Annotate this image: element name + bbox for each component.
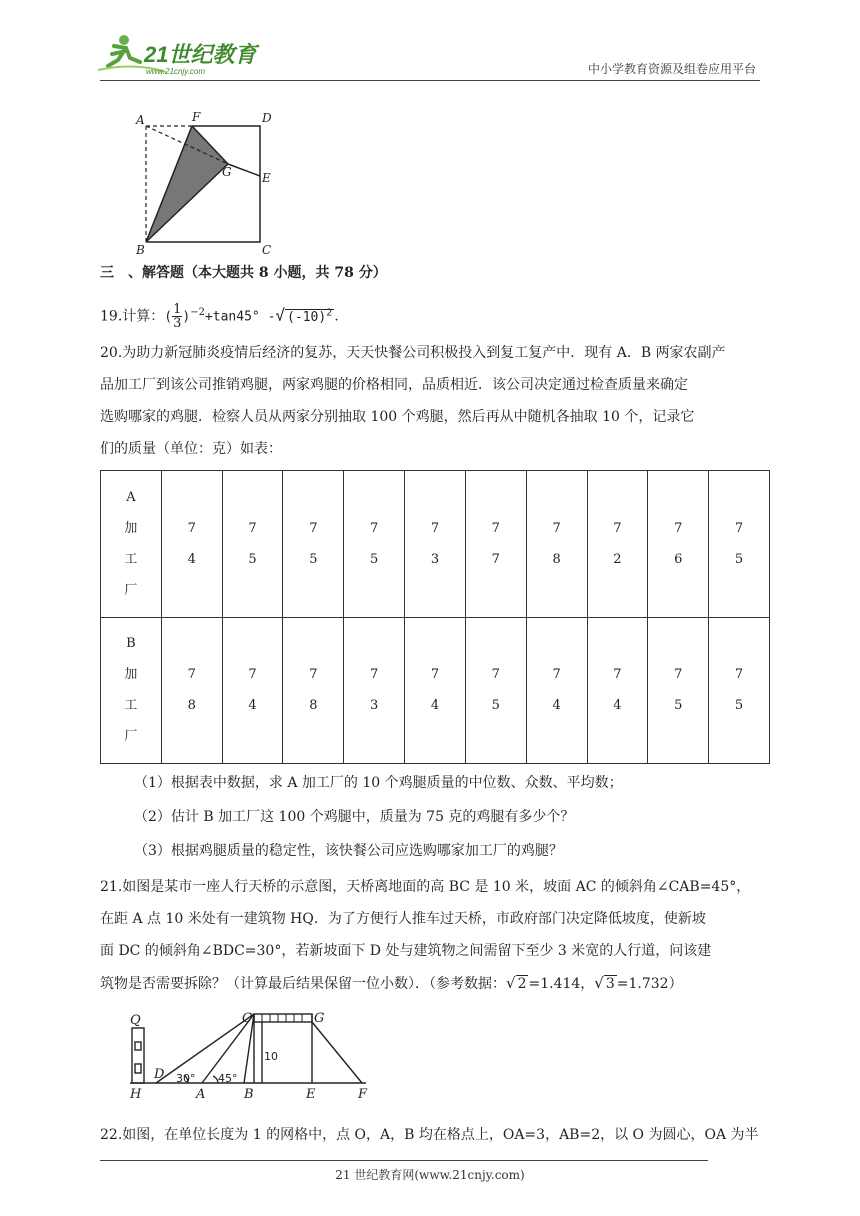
table-cell: 7 4 [405,617,466,764]
table-cell: 7 5 [709,471,770,618]
q21-line-4: 筑物是否需要拆除？（计算最后结果保留一位小数）．（参考数据：√ 2 =1.414，√ 3 =1.732） [100,974,683,992]
label-Q: Q [130,1013,141,1028]
table-cell: 7 3 [344,617,405,764]
label-C: C [242,1011,252,1026]
footer-divider [100,1160,708,1161]
row-label: B 加 工 厂 [101,617,162,764]
label-E: E [262,171,271,185]
table-cell: 7 5 [709,617,770,764]
q19-prefix: 19.计算： [100,308,165,325]
table-cell: 7 6 [648,471,709,618]
q20-line-2: 品加工厂到该公司推销鸡腿，两家鸡腿的价格相同，品质相近．该公司决定通过检查质量来确定 [100,377,688,393]
table-cell: 7 5 [344,471,405,618]
label-A: A [196,1087,206,1102]
row-label: A 加 工 厂 [101,471,162,618]
data-table [100,470,770,764]
table-cell: 7 5 [283,471,344,618]
table-cell: 7 5 [648,617,709,764]
table-cell: 7 8 [161,617,222,764]
runner-logo-icon [96,32,266,78]
logo-title: 21世纪教育 [144,42,257,67]
q20-sub-3: （3）根据鸡腿质量的稳定性，该快餐公司应选购哪家加工厂的鸡腿？ [134,843,563,859]
table-cell: 7 3 [405,471,466,618]
label-D: D [154,1067,165,1082]
label-angle-30: 30° [176,1072,196,1085]
table-cell: 7 5 [465,617,526,764]
label-H: H [130,1087,142,1102]
q20-line-1: 20.为助力新冠肺炎疫情后经济的复苏，天天快餐公司积极投入到复工复产中．现有 A．B 两家农副产 [100,345,726,361]
footer-text: 21 世纪教育网(www.21cnjy.com) [335,1168,525,1182]
label-C: C [262,243,272,256]
label-D: D [262,111,272,125]
table-cell: 7 4 [222,617,283,764]
q20-sub-1: （1）根据表中数据，求 A 加工厂的 10 个鸡腿质量的中位数、众数、平均数； [134,775,623,791]
q21-line-2: 在距 A 点 10 米处有一建筑物 HQ．为了方便行人推车过天桥，市政府部门决定降低坡度，使新坡 [100,911,706,927]
table-row-a [101,471,770,618]
table-cell: 7 8 [283,617,344,764]
label-F: F [358,1087,368,1102]
logo-url: www.21cnjy.com [146,67,205,76]
q21-line-3: 面 DC 的倾斜角∠BDC=30°，若新坡面下 D 处与建筑物之间需留下至少 3 米宽的人行道，问该建 [100,943,712,959]
table-cell: 7 4 [161,471,222,618]
table-cell: 7 8 [526,471,587,618]
q19-fraction: $\frac{1}{3}$ [173,302,182,332]
q21-line-1: 21.如图是某市一座人行天桥的示意图，天桥离地面的高 BC 是 10 米，坡面 AC 的倾斜角∠CAB=45°， [100,879,751,895]
label-G: G [314,1011,325,1026]
question-19: 19.计算：( $\frac{1}{3}$ )$^{-2}$+tan45° -√ $(-10)^2$ . [100,302,339,332]
table-cell: 7 7 [465,471,526,618]
section-heading: 三 、解答题（本大题共 8 小题，共 78 分） [100,265,387,281]
table-cell: 7 5 [222,471,283,618]
label-E: E [306,1087,316,1102]
header-divider [100,80,760,81]
table-cell: 7 4 [526,617,587,764]
logo [96,32,266,78]
label-B: B [136,243,145,256]
label-angle-45: 45° [218,1072,238,1085]
label-height: 10 [264,1050,278,1063]
label-G: G [222,165,232,179]
q20-sub-2: （2）估计 B 加工厂这 100 个鸡腿中，质量为 75 克的鸡腿有多少个？ [134,809,575,825]
table-cell: 7 4 [587,617,648,764]
geometry-figure-square [130,108,280,256]
q22-line-1: 22.如图，在单位长度为 1 的网格中，点 O，A，B 均在格点上，OA=3，AB=2，以 O 为圆心，OA 为半 [100,1127,759,1143]
table-row-b [101,617,770,764]
bridge-diagram [126,1008,386,1104]
label-F: F [192,110,201,124]
label-A: A [136,113,145,127]
table-cell: 7 2 [587,471,648,618]
q20-line-4: 们的质量（单位：克）如表： [100,441,282,457]
q20-line-3: 选购哪家的鸡腿．检察人员从两家分别抽取 100 个鸡腿，然后再从中随机各抽取 10 个，记录它 [100,409,695,425]
label-B: B [244,1087,254,1102]
header-platform-text: 中小学教育资源及组卷应用平台 [587,62,756,76]
